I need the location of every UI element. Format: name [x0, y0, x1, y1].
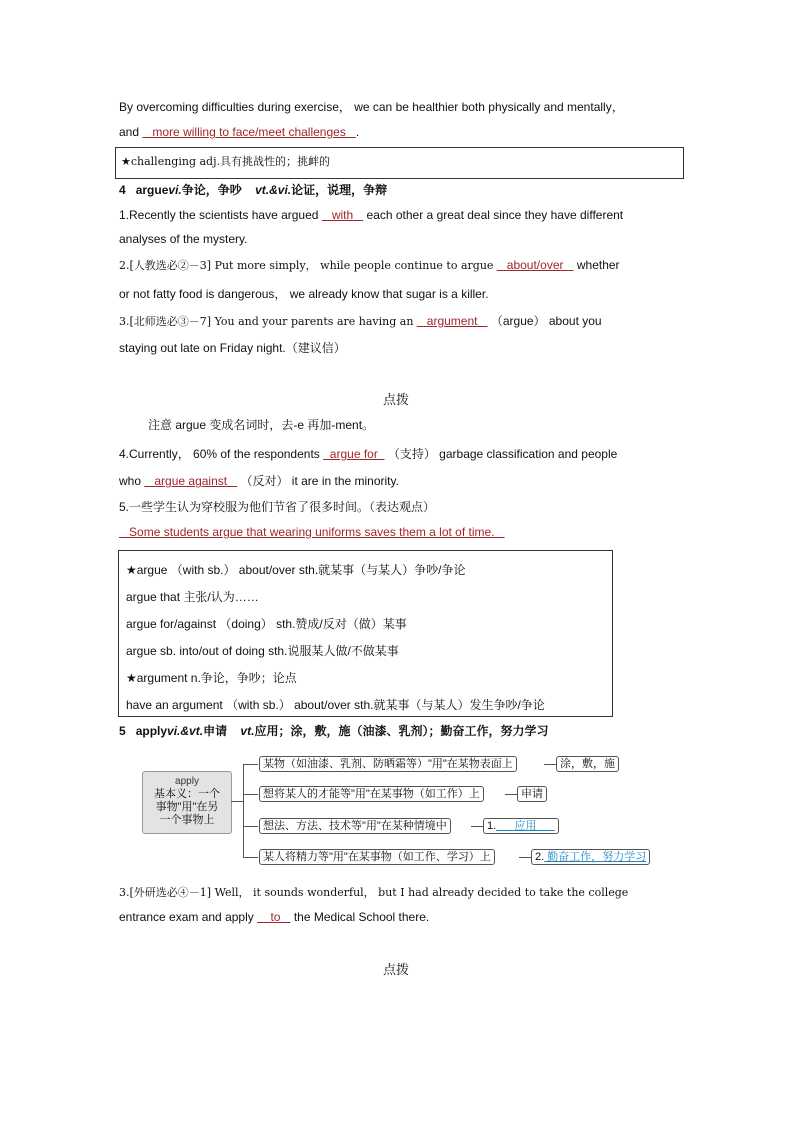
question-line: 3.[外研选必④－1] Well， it sounds wonderful， but I had already decided to take the college	[119, 886, 629, 899]
usage-box	[118, 550, 613, 717]
usage-item: argue that 主张/认为……	[126, 590, 259, 604]
question-line: 4.Currently， 60% of the respondents argue for （支持） garbage classification and people	[119, 447, 618, 461]
question-line: or not fatty food is dangerous， we already know that sugar is a killer.	[119, 287, 489, 301]
entry-heading: 4 arguevi.争论，争吵 vt.&vi.论证，说理，争辩	[119, 183, 388, 197]
mindmap-root-line: 基本义：一个	[154, 788, 220, 800]
connector	[243, 764, 258, 765]
question-line: analyses of the mystery.	[119, 232, 248, 246]
mindmap-branch: 想法、方法、技术等"用"在某种情境中	[259, 818, 451, 834]
mindmap-branch: 某人将精力等"用"在某事物（如工作、学习）上	[259, 849, 495, 865]
question-line: 2.[人教选必②－3] Put more simply， while people continue to argue about/over whether	[119, 258, 620, 272]
mindmap-branch: 想将某人的才能等"用"在某事物（如工作）上	[259, 786, 484, 802]
mindmap-root	[142, 771, 232, 834]
mindmap-result: 2. 勤奋工作，努力学习	[531, 849, 650, 865]
sentence-line	[119, 125, 359, 139]
answer-blank: with	[331, 208, 354, 222]
mindmap-result: 涂，敷，施	[556, 756, 619, 772]
connector	[243, 857, 258, 858]
answer-blank: Some students argue that wearing uniforms saves them a lot of time.	[129, 525, 495, 539]
usage-item: argue for/against （doing） sth.赞成/反对（做）某事	[126, 617, 407, 631]
answer-blank: to	[270, 910, 281, 924]
connector	[243, 826, 258, 827]
question-line: staying out late on Friday night.（建议信）	[119, 341, 346, 355]
vocab-box	[115, 147, 684, 179]
question-line: entrance exam and apply to the Medical School there.	[119, 910, 430, 924]
tip-heading: 点拨	[383, 392, 410, 407]
answer-blank: more willing to face/meet challenges	[152, 125, 346, 139]
connector	[243, 764, 244, 858]
text: .	[355, 125, 360, 139]
answer-blank: argument	[426, 314, 478, 328]
usage-item: argue sb. into/out of doing sth.说服某人做/不做某事	[126, 644, 399, 658]
answer-blank: argue against	[154, 474, 228, 488]
connector	[243, 794, 258, 795]
mindmap-root-line: 事物"用"在另	[155, 801, 219, 813]
mindmap-root-line: 一个事物上	[159, 814, 215, 826]
tip-note: 注意 argue 变成名词时，去-e 再加-ment。	[148, 418, 375, 432]
usage-item: have an argument （with sb.） about/over sth.就某事（与某人）发生争吵/争论	[126, 698, 545, 712]
vocab-note: ★challenging adj.具有挑战性的；挑衅的	[121, 155, 330, 168]
question-line: who argue against （反对） it are in the minority.	[119, 474, 399, 488]
question-line: 5.一些学生认为穿校服为他们节省了很多时间。（表达观点）	[119, 500, 436, 514]
question-line: 3.[北师选必③－7] You and your parents are having an argument （argue） about you	[119, 314, 602, 328]
question-line: 1.Recently the scientists have argued with each other a great deal since they have different	[119, 208, 624, 222]
sentence-line: By overcoming difficulties during exercise， we can be healthier both physically and mentally，	[119, 100, 624, 114]
tip-heading: 点拨	[383, 962, 410, 977]
connector	[519, 857, 531, 858]
mindmap-result: 申请	[517, 786, 547, 802]
connector	[505, 794, 517, 795]
answer-blank: argue for	[329, 447, 378, 461]
answer-blank: about/over	[506, 258, 564, 272]
mindmap-root-title: apply	[175, 776, 199, 787]
connector	[544, 764, 556, 765]
mindmap-result: 1. 应用	[483, 818, 559, 834]
connector	[231, 801, 243, 802]
mindmap-branch: 某物（如油漆、乳剂、防晒霜等）"用"在某物表面上	[259, 756, 517, 772]
text: and	[119, 125, 140, 139]
connector	[471, 826, 483, 827]
entry-heading: 5 applyvi.&vt.申请 vt.应用；涂，敷，施（油漆、乳剂）；勤奋工作，努力学习	[119, 724, 549, 738]
usage-item: ★argue （with sb.） about/over sth.就某事（与某人）争吵/争论	[126, 563, 466, 577]
usage-item: ★argument n.争论，争吵；论点	[126, 671, 297, 685]
